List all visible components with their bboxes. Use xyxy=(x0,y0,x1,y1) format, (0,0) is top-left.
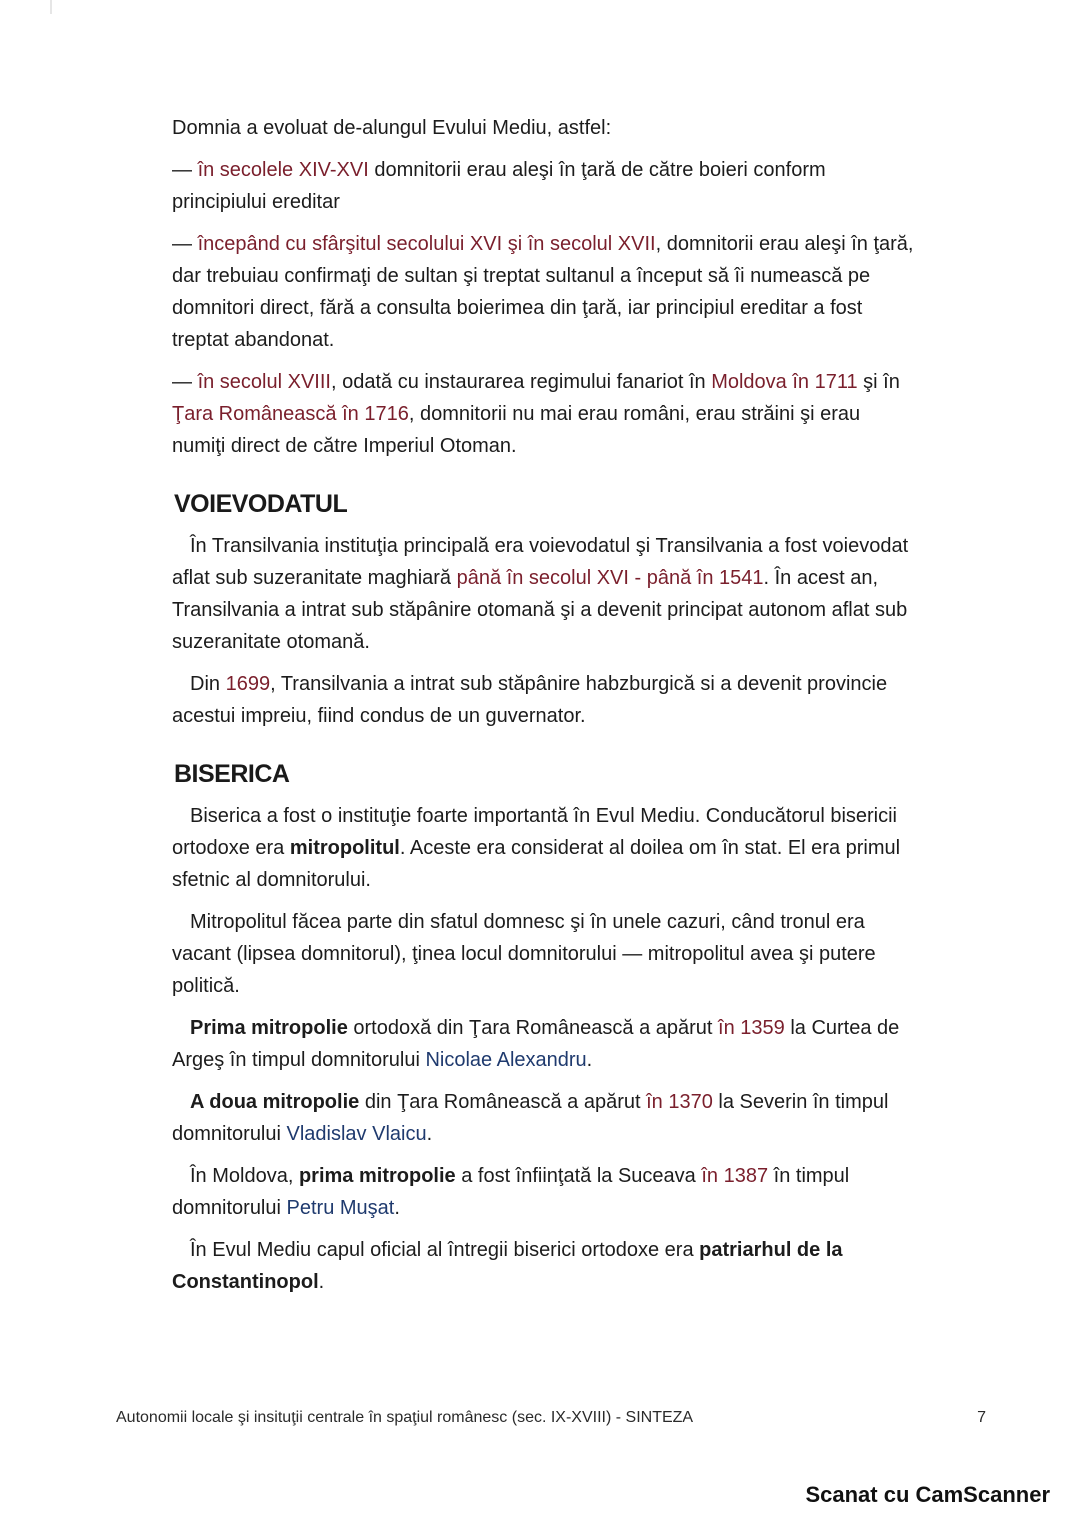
bold-term: Prima mitropolie xyxy=(190,1017,348,1039)
page-footer xyxy=(116,1409,986,1427)
biserica-paragraph-4 xyxy=(172,1086,917,1150)
text-span: Biserica a fost o instituţie foarte importantă în Evul Mediu. Conducătorul bisericii ortodoxe era xyxy=(172,805,898,859)
ruler-name: Nicolae Alexandru xyxy=(425,1049,587,1071)
text-span: din Ţara Românească a apărut xyxy=(359,1091,647,1113)
text-span: şi în xyxy=(857,371,900,393)
highlight-year: în 1359 xyxy=(718,1017,785,1039)
text-span: . Aceste era considerat al doilea om în stat. El era primul sfetnic al domnitorului. xyxy=(172,837,901,891)
text-span: În Transilvania instituţia principală era voievodatul şi Transilvania a fost voievodat aflat sub suzeranitate maghiară xyxy=(172,535,909,589)
text-span: , Transilvania a intrat sub stăpânire habzburgică si a devenit provincie acestui impreiu, fiind condus de un guvernator. xyxy=(172,673,888,727)
highlight-year: în 1387 xyxy=(701,1165,769,1187)
text-span: . xyxy=(586,1049,593,1071)
bold-term: patriarhul de la Constantinopol xyxy=(172,1239,843,1293)
text-span: ortodoxă din Ţara Românească a apărut xyxy=(347,1017,719,1039)
domnia-intro: Domnia a evoluat de-alungul Evului Mediu, astfel: xyxy=(172,117,612,139)
highlight-period: în secolele XIV-XVI xyxy=(197,159,369,181)
highlight-year: în 1716 xyxy=(342,403,409,425)
highlight-period: în secolul XVIII xyxy=(197,371,331,393)
dash: — xyxy=(172,233,198,255)
text-span: la Severin în timpul domnitorului xyxy=(172,1091,889,1145)
bold-term: mitropolitul xyxy=(289,837,400,859)
ruler-name: Petru Muşat xyxy=(286,1197,395,1219)
page-number: 7 xyxy=(977,1409,986,1426)
text-span: , domnitorii nu mai erau români, erau străini şi erau numiţi direct de către Imperiul Otoman. xyxy=(172,403,861,457)
highlight-period: începând cu sfârşitul secolului XVI şi în secolul XVII xyxy=(197,233,656,255)
biserica-paragraph-5 xyxy=(172,1160,917,1224)
highlight-place: Ţara Românească xyxy=(172,403,337,425)
voievodatul-paragraph-1 xyxy=(172,530,917,658)
text-span: . În acest an, Transilvania a intrat sub stăpânire otomană şi a devenit principat autonom aflat sub suzeranitate otomană. xyxy=(172,567,908,653)
highlight-year: 1699 xyxy=(225,673,271,695)
footer-title: Autonomii locale şi insituţii centrale în spaţiul românesc (sec. IX-XVIII) - SINTEZA xyxy=(116,1409,694,1426)
biserica-paragraph-1 xyxy=(172,800,917,896)
page-content xyxy=(172,112,917,1308)
camscanner-watermark: Scanat cu CamScanner xyxy=(805,1482,1050,1507)
biserica-paragraph-2: Mitropolitul făcea parte din sfatul domnesc şi în unele cazuri, când tronul era vacant (lipsea domnitorul), ţinea locul domnitorului — mitropolitul avea şi putere politică. xyxy=(172,911,876,997)
text-span: În Moldova, xyxy=(190,1165,299,1187)
domnia-item-3 xyxy=(172,366,917,462)
text-span: a fost înfiinţată la Suceava xyxy=(455,1165,702,1187)
text-span: domnitorii erau aleşi în ţară de către boieri conform principiului ereditar xyxy=(172,159,826,213)
domnia-item-1 xyxy=(172,154,917,218)
text-span: , domnitorii erau aleşi în ţară, dar trebuiau confirmaţi de sultan şi treptat sultanul a început să îi numească pe domnitori direct, fără a consulta boierimea din ţară, iar principiul ereditar a fost treptat abandonat. xyxy=(172,233,914,351)
text-span: În Evul Mediu capul oficial al întregii biserici ortodoxe era xyxy=(190,1239,700,1261)
text-span: , odată cu instaurarea regimului fanariot în xyxy=(330,371,712,393)
bold-term: A doua mitropolie xyxy=(190,1091,360,1113)
highlight-year: în 1711 xyxy=(792,371,858,393)
ruler-name: Vladislav Vlaicu xyxy=(286,1123,427,1145)
biserica-paragraph-3 xyxy=(172,1012,917,1076)
dash: — xyxy=(172,159,198,181)
voievodatul-paragraph-2 xyxy=(172,668,917,732)
domnia-item-2 xyxy=(172,228,917,356)
scan-edge-mark xyxy=(50,0,52,14)
text-span: . xyxy=(426,1123,433,1145)
text-span: . xyxy=(394,1197,400,1219)
section-heading-biserica: BISERICA xyxy=(174,760,290,788)
text-span: în timpul domnitorului xyxy=(172,1165,850,1219)
highlight-place: Moldova xyxy=(711,371,787,393)
bold-term: prima mitropolie xyxy=(298,1165,456,1187)
highlight-year: în 1370 xyxy=(646,1091,713,1113)
text-span: Din xyxy=(190,673,226,695)
highlight-period: până în secolul XVI - până în 1541 xyxy=(456,567,764,589)
biserica-paragraph-6 xyxy=(172,1234,917,1298)
text-span: la Curtea de Argeş în timpul domnitorului xyxy=(172,1017,900,1071)
dash: — xyxy=(172,371,198,393)
text-span: . xyxy=(318,1271,325,1293)
section-heading-voievodatul: VOIEVODATUL xyxy=(174,490,348,518)
